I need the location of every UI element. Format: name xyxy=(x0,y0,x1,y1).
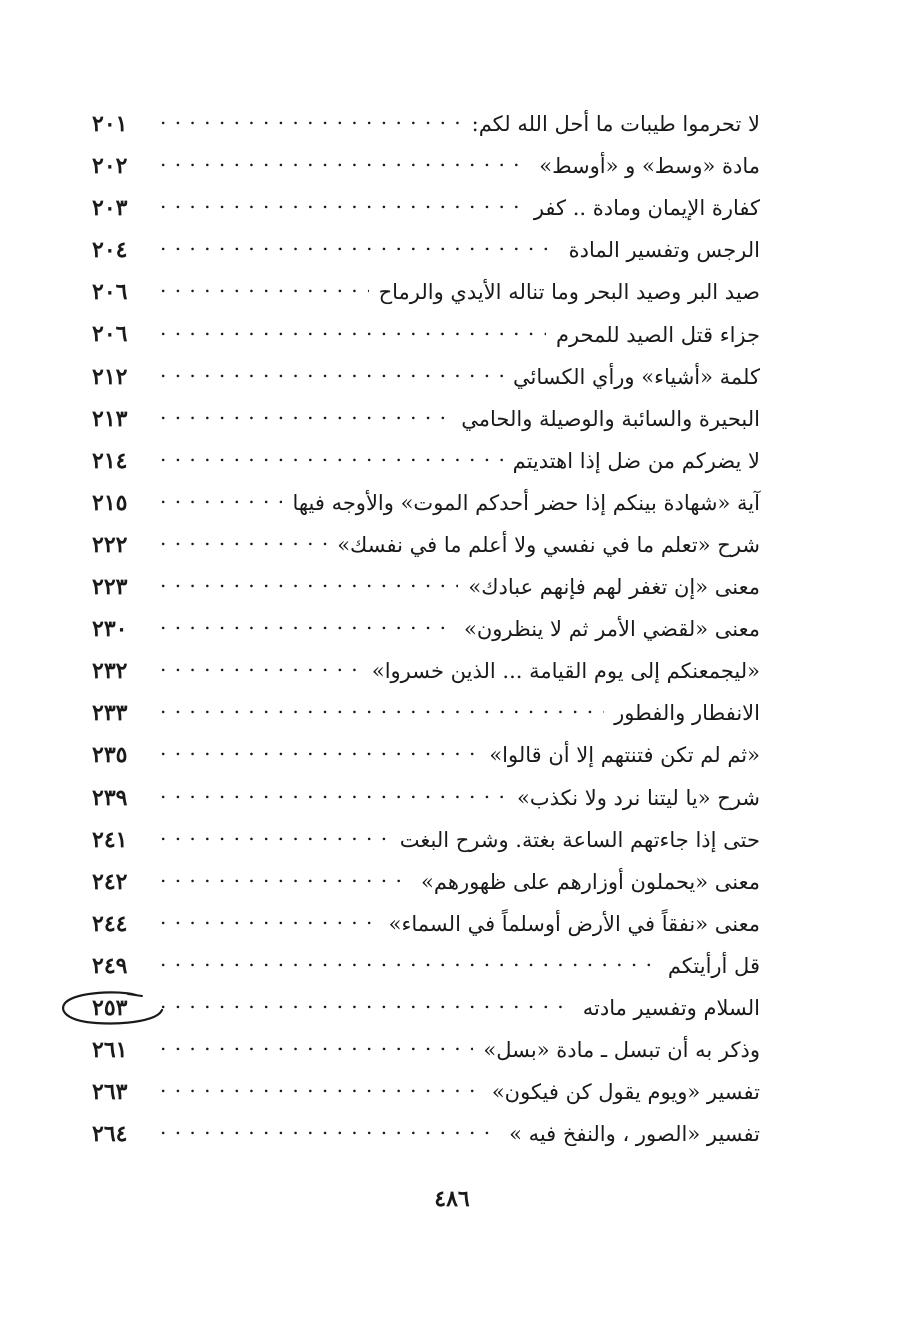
toc-entry-page: ٢٥٣ xyxy=(92,994,128,1021)
toc-entry xyxy=(92,1113,760,1155)
toc-entry-page: ٢٦٤ xyxy=(92,1121,128,1148)
toc-entry-title: «ثم لم تكن فتنتهم إلا أن قالوا» xyxy=(489,743,760,768)
toc-entry-page: ٢٠٣ xyxy=(92,195,128,222)
toc-entry-page: ٢١٢ xyxy=(92,363,128,390)
toc-entry-page: ٢٦٣ xyxy=(92,1079,128,1106)
toc-entry-title: كلمة «أشياء» ورأي الكسائي xyxy=(513,364,760,389)
toc-entry xyxy=(92,692,760,734)
toc-entry-title: تفسير «الصور ، والنفخ فيه » xyxy=(509,1122,760,1147)
toc-entry xyxy=(92,440,760,482)
toc-entry-title: آية «شهادة بينكم إذا حضر أحدكم الموت» والأوجه فيها xyxy=(292,490,760,515)
table-of-contents xyxy=(92,103,760,1155)
toc-entry xyxy=(92,356,760,398)
toc-entry xyxy=(92,271,760,313)
toc-entry-title: وذكر به أن تبسل ـ مادة «بسل» xyxy=(483,1038,760,1063)
toc-entry-page: ٢٤٤ xyxy=(92,910,128,937)
dot-leader xyxy=(92,187,524,229)
toc-entry-title: الرجس وتفسير المادة xyxy=(568,238,760,263)
toc-entry-page: ٢٣٩ xyxy=(92,784,128,811)
toc-entry-page: ٢٢٢ xyxy=(92,531,128,558)
toc-entry-title: معنى «إن تغفر لهم فإنهم عبادك» xyxy=(468,575,760,600)
toc-entry xyxy=(92,1029,760,1071)
toc-entry-page: ٢٠١ xyxy=(92,111,128,137)
toc-entry-title: البحيرة والسائبة والوصيلة والحامي xyxy=(461,406,760,431)
toc-entry-page: ٢٣٠ xyxy=(92,616,128,643)
toc-entry-title: مادة «وسط» و «أوسط» xyxy=(539,154,760,179)
toc-entry-title: صيد البر وصيد البحر وما تناله الأيدي والرماح xyxy=(378,280,760,305)
toc-entry xyxy=(92,524,760,566)
toc-entry-page: ٢٢٣ xyxy=(92,574,128,601)
toc-entry xyxy=(92,313,760,355)
dot-leader xyxy=(92,145,529,187)
toc-entry-title: الانفطار والفطور xyxy=(614,701,760,726)
toc-entry-title: لا تحرموا طيبات ما أحل الله لكم: xyxy=(471,112,760,137)
toc-entry-page: ٢٤٩ xyxy=(92,952,128,979)
toc-entry xyxy=(92,482,760,524)
toc-entry-page: ٢٦١ xyxy=(92,1037,128,1064)
toc-entry xyxy=(92,819,760,861)
toc-entry xyxy=(92,650,760,692)
toc-entry-page: ٢٠٦ xyxy=(92,321,128,348)
toc-entry xyxy=(92,398,760,440)
toc-entry xyxy=(92,987,760,1029)
toc-entry-title: كفارة الإيمان ومادة .. كفر xyxy=(533,196,760,221)
toc-entry-page: ٢٤٢ xyxy=(92,868,128,895)
toc-entry-title: شرح «يا ليتنا نرد ولا نكذب» xyxy=(517,785,760,810)
toc-entry xyxy=(92,861,760,903)
toc-entry xyxy=(92,945,760,987)
dot-leader xyxy=(92,356,503,398)
toc-entry xyxy=(92,903,760,945)
toc-entry xyxy=(92,734,760,776)
toc-entry-title: «ليجمعنكم إلى يوم القيامة ... الذين خسروا» xyxy=(371,659,760,684)
dot-leader xyxy=(92,440,503,482)
toc-entry-title: معنى «يحملون أوزارهم على ظهورهم» xyxy=(421,869,760,894)
toc-entry-page: ٢٣٢ xyxy=(92,658,128,685)
toc-entry-title: تفسير «ويوم يقول كن فيكون» xyxy=(491,1080,760,1105)
toc-entry-page: ٢٣٣ xyxy=(92,700,128,727)
toc-entry xyxy=(92,103,760,145)
toc-entry-page: ٢٠٦ xyxy=(92,279,128,306)
toc-entry-page: ٢١٥ xyxy=(92,489,128,516)
toc-entry-page: ٢١٤ xyxy=(92,447,128,474)
toc-entry-page: ٢٠٢ xyxy=(92,153,128,180)
toc-entry xyxy=(92,777,760,819)
dot-leader xyxy=(92,1113,499,1155)
dot-leader xyxy=(92,314,546,356)
toc-entry-title: لا يضركم من ضل إذا اهتديتم xyxy=(512,448,760,473)
toc-entry-page: ٢٠٤ xyxy=(92,237,128,264)
toc-entry-title: معنى «لقضي الأمر ثم لا ينظرون» xyxy=(463,617,760,642)
page-number: ٤٨٦ xyxy=(434,1186,470,1212)
handwritten-circle-mark xyxy=(58,990,166,1026)
dot-leader xyxy=(92,777,507,819)
toc-entry-page: ٢٤١ xyxy=(92,826,128,853)
toc-entry xyxy=(92,145,760,187)
toc-entry-page: ٢٣٥ xyxy=(92,742,128,769)
dot-leader xyxy=(92,945,658,987)
toc-entry-title: معنى «نفقاً في الأرض أوسلماً في السماء» xyxy=(388,911,760,936)
toc-entry-title: قل أرأيتكم xyxy=(667,953,760,978)
toc-entry xyxy=(92,229,760,271)
toc-entry xyxy=(92,608,760,650)
toc-entry xyxy=(92,187,760,229)
toc-entry xyxy=(92,1071,760,1113)
toc-entry-title: جزاء قتل الصيد للمحرم xyxy=(555,322,760,347)
toc-entry-title: شرح «تعلم ما في نفسي ولا أعلم ما في نفسك» xyxy=(337,532,760,557)
toc-entry xyxy=(92,566,760,608)
toc-entry-page: ٢١٣ xyxy=(92,405,128,432)
toc-entry-title: السلام وتفسير مادته xyxy=(582,996,760,1021)
dot-leader xyxy=(92,692,604,734)
toc-entry-title: حتى إذا جاءتهم الساعة بغتة. وشرح البغت xyxy=(399,827,760,852)
dot-leader xyxy=(92,229,559,271)
